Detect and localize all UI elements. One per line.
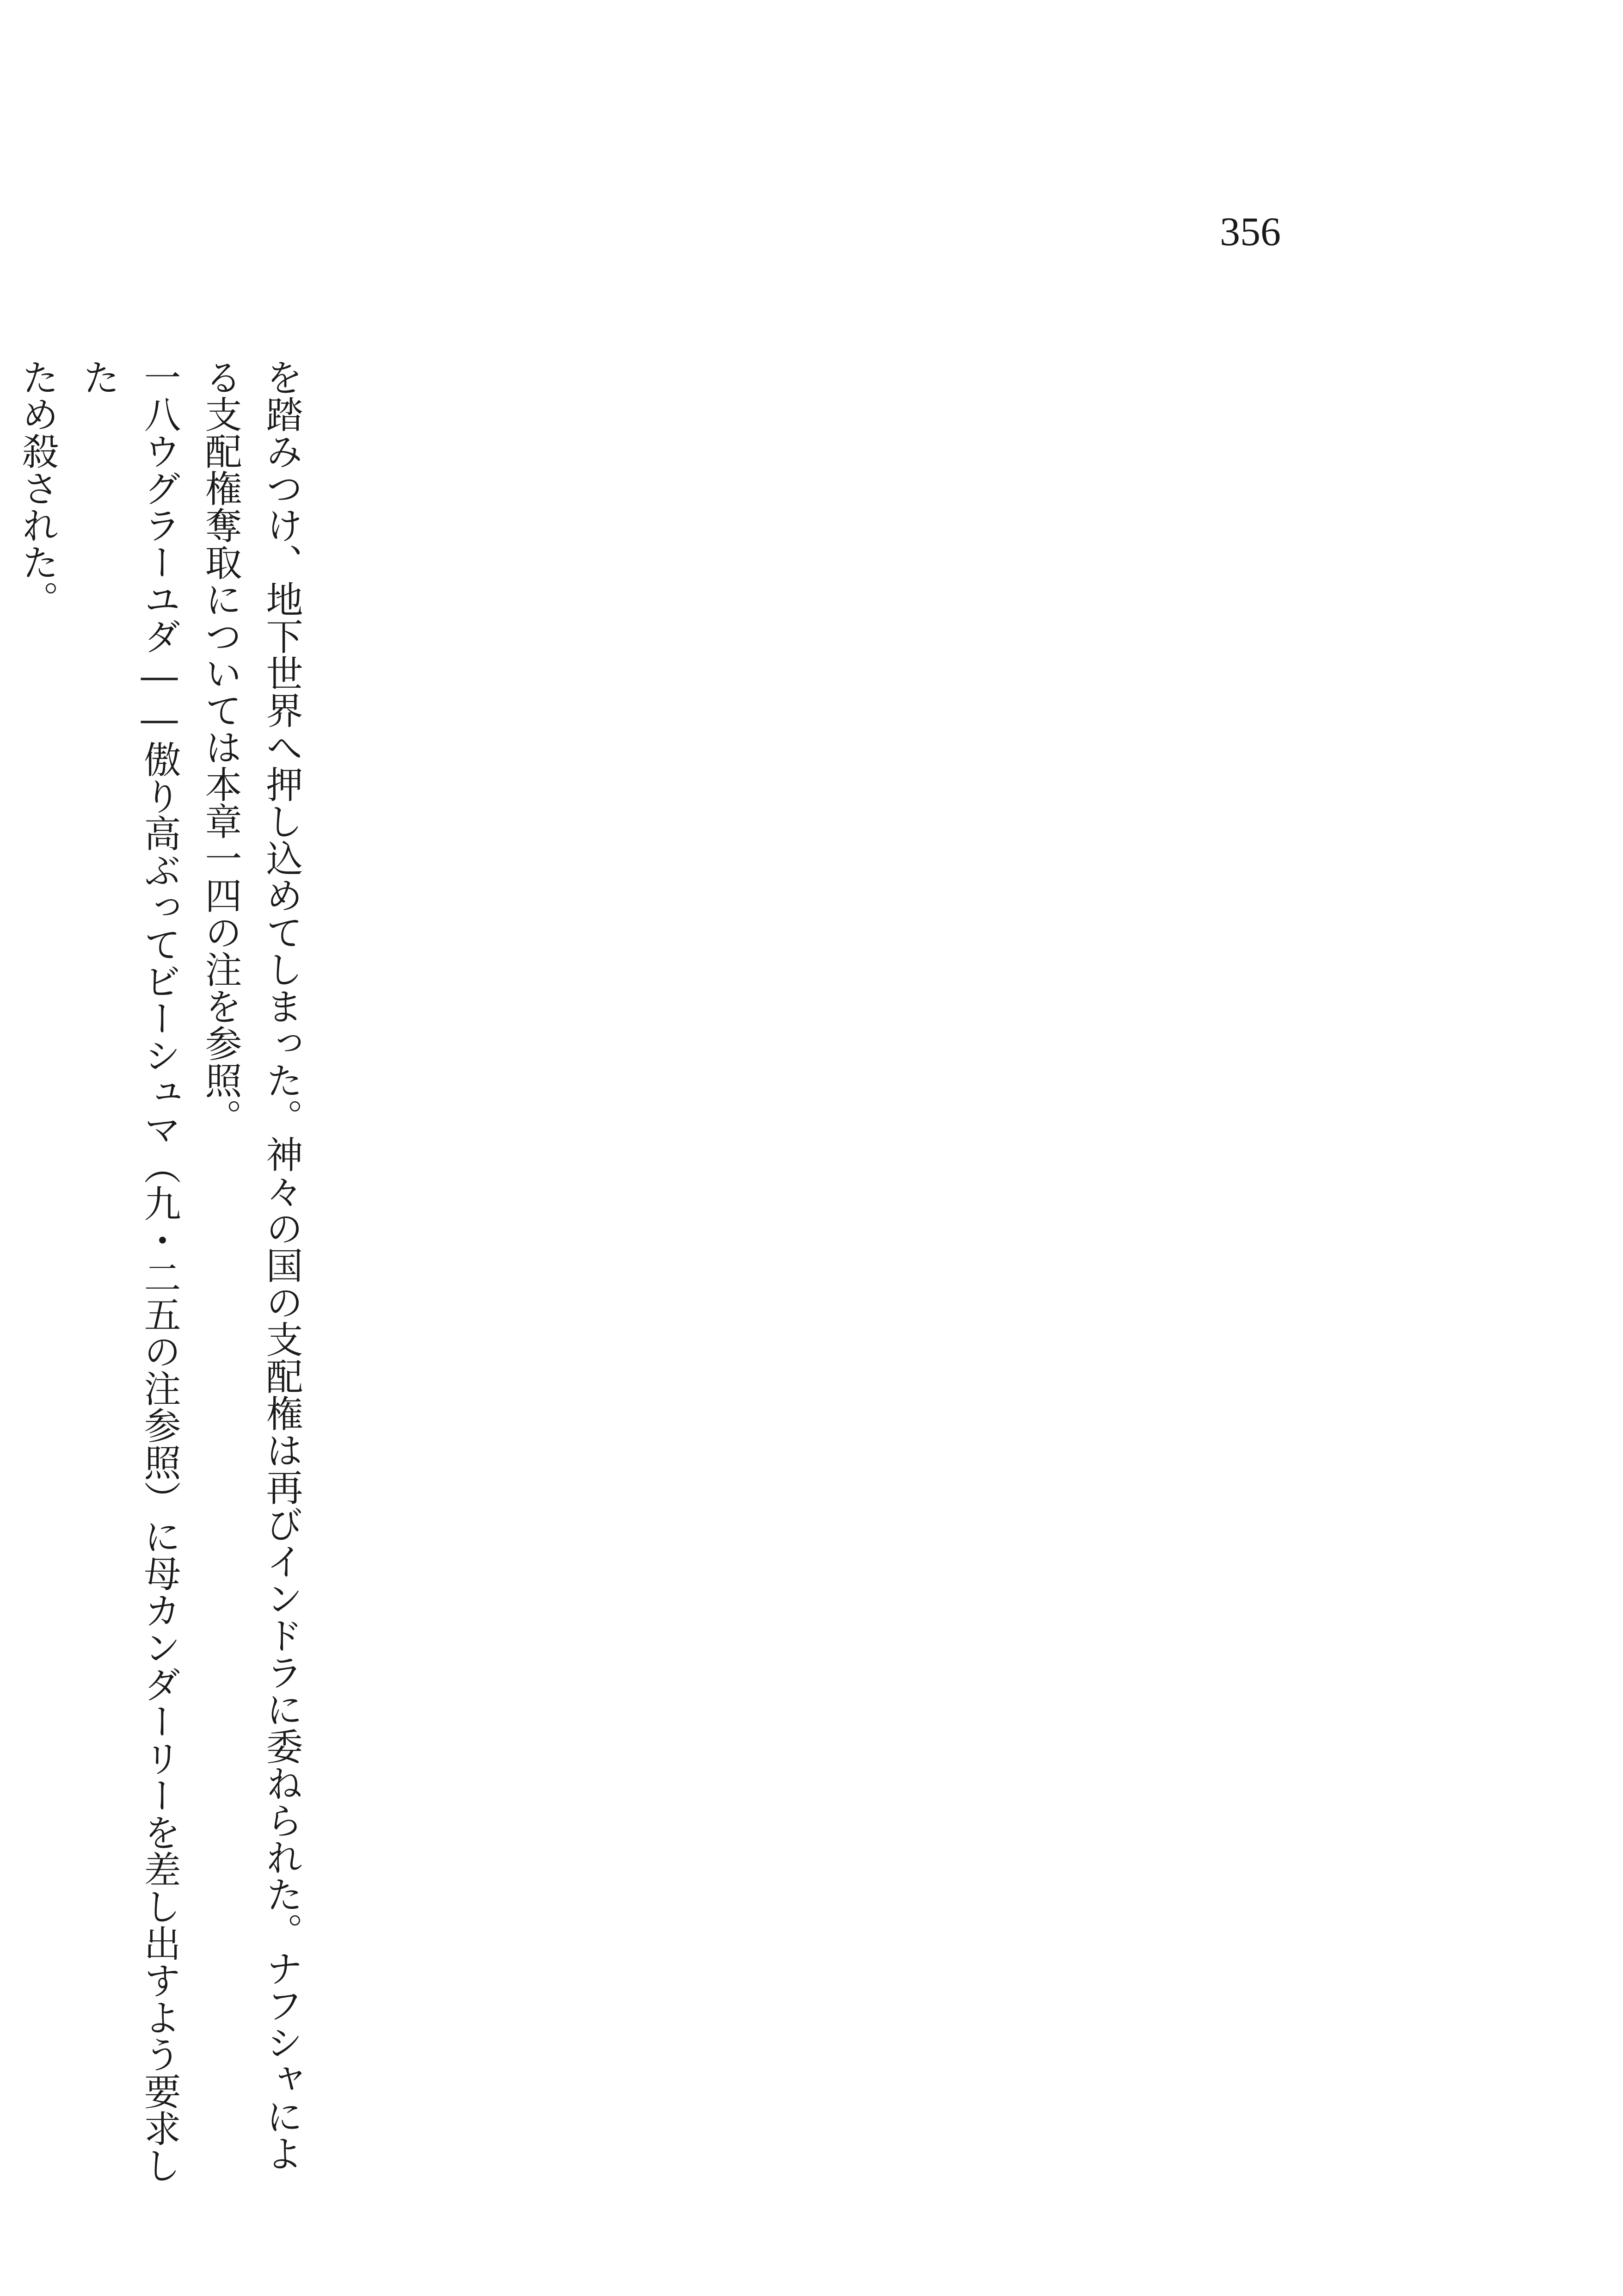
page-number: 356 [1220,210,1281,254]
note-entry [0,358,6,2185]
text-line: る支配権奪取については本章一四の注を参照。 [199,358,242,1136]
annotation-text-block [0,358,312,2185]
note-text: ウグラーユダ――傲り高ぶってビーシュマ（九・二五の注参照）に母カンダーリーを差し出すよう要求した [77,358,181,2184]
note-entry [68,358,190,2185]
note-number: 一八 [138,358,181,432]
text-line: ため殺された。 [16,358,59,617]
text-line: を踏みつけ、地下世界へ押し込めてしまった。神々の国の支配権は再びインドラに委ねられた。ナフシャによ [260,358,303,2172]
